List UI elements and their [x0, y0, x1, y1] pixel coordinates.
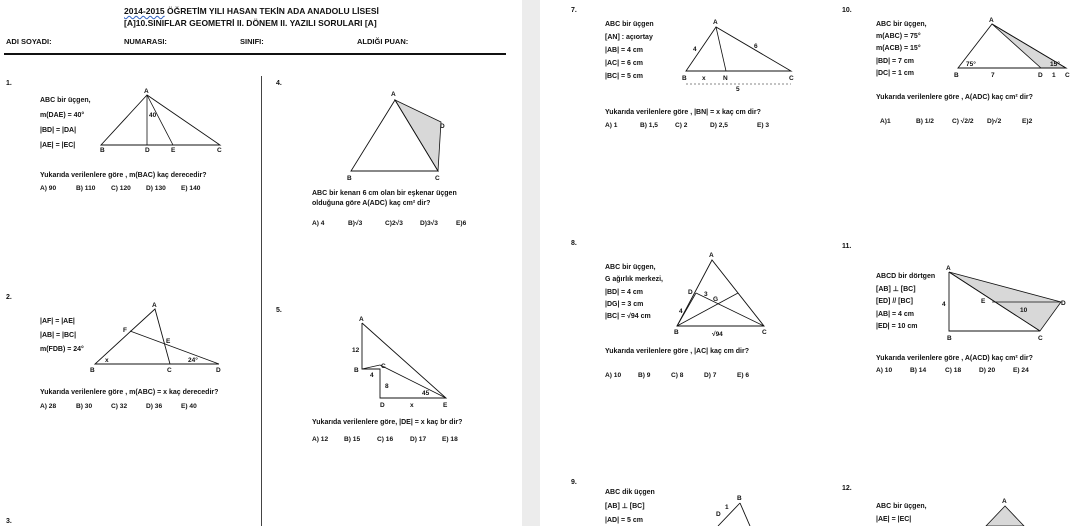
q8-given-2: G ağırlık merkezi, — [605, 276, 663, 283]
field-name: ADI SOYADI: — [6, 37, 52, 46]
q1-label-b: B — [100, 147, 105, 154]
q10-label-c: C — [1065, 72, 1070, 79]
q1-label-a: A — [144, 88, 149, 95]
q5-option-a[interactable]: A) 12 — [312, 436, 329, 443]
q9-number: 9. — [571, 479, 577, 486]
exam-page-1 — [0, 0, 522, 526]
q2-label-d: D — [216, 367, 221, 374]
q7-option-a[interactable]: A) 1 — [605, 122, 618, 129]
q10-given-1: ABC bir üçgen, — [876, 21, 927, 28]
q8-given-1: ABC bir üçgen, — [605, 264, 656, 271]
q10-option-c[interactable]: C) √2/2 — [952, 118, 974, 125]
q5-label-12: 12 — [352, 347, 360, 354]
q2-option-e[interactable]: E) 40 — [181, 403, 197, 410]
q2-given-2: |AB| = |BC| — [40, 332, 77, 339]
q10-label-d: D — [1038, 72, 1043, 79]
q11-number: 11. — [842, 243, 852, 250]
q7-label-c: C — [789, 75, 794, 82]
q7-option-c[interactable]: C) 2 — [675, 122, 688, 129]
q10-given-4: |BD| = 7 cm — [876, 58, 914, 65]
q5-label-8: 8 — [385, 383, 389, 390]
q9-label-1: 1 — [725, 504, 729, 511]
q7-option-d[interactable]: D) 2,5 — [710, 122, 728, 129]
q10-label-75: 75° — [966, 61, 976, 68]
q2-label-e: E — [166, 338, 171, 345]
q8-given-4: |DG| = 3 cm — [605, 301, 644, 308]
q7-given-1: ABC bir üçgen — [605, 21, 654, 28]
q4-label-b: B — [347, 175, 352, 182]
q10-given-3: m(ACB) = 15° — [876, 45, 921, 52]
q11-label-a: A — [946, 265, 951, 272]
q5-label-c: C — [381, 363, 386, 370]
q11-given-5: |ED| = 10 cm — [876, 323, 918, 330]
q2-given-1: |AF| = |AE| — [40, 318, 75, 325]
q2-label-x: x — [105, 357, 109, 364]
q7-number: 7. — [571, 7, 577, 14]
q4-number: 4. — [276, 80, 282, 87]
q4-label-a: A — [391, 91, 396, 98]
q8-label-b: B — [674, 329, 679, 336]
q3-number: 3. — [6, 518, 12, 525]
q10-label-1: 1 — [1052, 72, 1056, 79]
q5-figure — [0, 0, 522, 526]
q1-option-a[interactable]: A) 90 — [40, 185, 57, 192]
q2-option-b[interactable]: B) 30 — [76, 403, 93, 410]
q2-option-a[interactable]: A) 28 — [40, 403, 57, 410]
q7-label-b: B — [682, 75, 687, 82]
q5-option-c[interactable]: C) 16 — [377, 436, 394, 443]
q11-label-b: B — [947, 335, 952, 342]
header-year: 2014-2015 — [124, 6, 165, 16]
q8-label-sqrt94: √94 — [712, 331, 723, 338]
q4-question-1: ABC bir kenarı 6 cm olan bir eşkenar üçgen — [312, 190, 457, 197]
q2-label-c: C — [167, 367, 172, 374]
q1-label-c: C — [217, 147, 222, 154]
q7-given-3: |AB| = 4 cm — [605, 47, 643, 54]
q7-given-2: [AN] : açıortay — [605, 34, 653, 41]
q12-given-1: ABC bir üçgen, — [876, 503, 927, 510]
q1-given-1: ABC bir üçgen, — [40, 97, 91, 104]
q1-option-d[interactable]: D) 130 — [146, 185, 166, 192]
q1-option-c[interactable]: C) 120 — [111, 185, 131, 192]
q8-label-d: D — [688, 289, 693, 296]
q11-option-c[interactable]: C) 18 — [945, 367, 962, 374]
q12-label-a: A — [1002, 498, 1007, 505]
q8-number: 8. — [571, 240, 577, 247]
q8-label-3: 3 — [704, 291, 708, 298]
header-line-2: [A]10.SINIFLAR GEOMETRİ II. DÖNEM II. YAZILI SORULARI [A] — [124, 18, 377, 28]
q2-question: Yukarıda verilenlere göre , m(ABC) = x kaç derecedir? — [40, 389, 219, 396]
q10-option-e[interactable]: E)2 — [1022, 118, 1033, 125]
q11-option-b[interactable]: B) 14 — [910, 367, 927, 374]
q9-label-d: D — [716, 511, 721, 518]
q11-given-1: ABCD bir dörtgen — [876, 273, 936, 280]
q10-question: Yukarıda verilenlere göre , A(ADC) kaç cm² dir? — [876, 94, 1033, 101]
q7-label-a: A — [713, 19, 718, 26]
q2-number: 2. — [6, 294, 12, 301]
q8-option-a[interactable]: A) 10 — [605, 372, 622, 379]
q12-given-2: |AE| = |EC| — [876, 516, 912, 523]
q5-label-a: A — [359, 316, 364, 323]
q10-number: 10. — [842, 7, 852, 14]
q10-given-2: m(ABC) = 75° — [876, 33, 921, 40]
q4-option-b[interactable]: B)√3 — [348, 220, 363, 227]
q11-option-a[interactable]: A) 10 — [876, 367, 893, 374]
q4-option-c[interactable]: C)2√3 — [385, 220, 403, 227]
exam-page-2 — [540, 0, 1074, 526]
q8-label-c: C — [762, 329, 767, 336]
q12-figure — [540, 0, 1074, 526]
q5-option-e[interactable]: E) 18 — [442, 436, 458, 443]
q2-label-b: B — [90, 367, 95, 374]
q1-given-4: |AE| = |EC| — [40, 142, 76, 149]
q11-label-4: 4 — [942, 301, 946, 308]
q1-given-3: |BD| = |DA| — [40, 127, 77, 134]
q10-label-a: A — [989, 17, 994, 24]
q8-label-4: 4 — [679, 308, 683, 315]
q9-given-1: ABC dik üçgen — [605, 489, 655, 496]
q7-given-5: |BC| = 5 cm — [605, 73, 643, 80]
field-number: NUMARASI: — [124, 37, 167, 46]
q7-label-4: 4 — [693, 46, 697, 53]
q11-label-10: 10 — [1020, 307, 1028, 314]
q2-option-d[interactable]: D) 36 — [146, 403, 163, 410]
header-school: ÖĞRETİM YILI HASAN TEKİN ADA ANADOLU LİSESİ — [164, 6, 379, 16]
q4-label-d: D — [440, 123, 445, 130]
q7-option-b[interactable]: B) 1,5 — [640, 122, 658, 129]
q1-label-e: E — [171, 147, 176, 154]
q10-option-b[interactable]: B) 1/2 — [916, 118, 934, 125]
q10-option-d[interactable]: D)√2 — [987, 118, 1002, 125]
field-score: ALDIĞI PUAN: — [357, 37, 409, 46]
q8-option-e[interactable]: E) 6 — [737, 372, 750, 379]
q8-option-c[interactable]: C) 8 — [671, 372, 684, 379]
q7-label-x: x — [702, 75, 706, 82]
q2-label-f: F — [123, 327, 127, 334]
q5-label-b: B — [354, 367, 359, 374]
q1-label-d: D — [145, 147, 150, 154]
q4-label-c: C — [435, 175, 440, 182]
q7-option-e[interactable]: E) 3 — [757, 122, 770, 129]
field-class: SINIFI: — [240, 37, 264, 46]
q2-label-a: A — [152, 302, 157, 309]
q11-question: Yukarıda verilenlere göre , A(ACD) kaç cm² dir? — [876, 355, 1033, 362]
q4-question-2: olduğuna göre A(ADC) kaç cm² dir? — [312, 200, 431, 207]
q9-given-2: [AB] ⊥ [BC] — [605, 503, 645, 510]
q5-label-d: D — [380, 402, 385, 409]
q5-number: 5. — [276, 307, 282, 314]
q11-given-2: [AB] ⊥ [BC] — [876, 286, 916, 293]
q5-label-45: 45 — [422, 390, 430, 397]
q10-option-a[interactable]: A)1 — [880, 118, 891, 125]
q7-label-5: 5 — [736, 86, 740, 93]
q10-label-7: 7 — [991, 72, 995, 79]
q11-label-d: D — [1061, 300, 1066, 307]
q7-question: Yukarıda verilenlere göre , |BN| = x kaç cm dir? — [605, 109, 761, 116]
q7-label-6: 6 — [754, 43, 758, 50]
q11-option-e[interactable]: E) 24 — [1013, 367, 1029, 374]
q1-number: 1. — [6, 80, 12, 87]
q5-question: Yukarıda verilenlere göre, |DE| = x kaç br dir? — [312, 419, 463, 426]
q8-option-b[interactable]: B) 9 — [638, 372, 651, 379]
q4-option-a[interactable]: A) 4 — [312, 220, 325, 227]
q1-label-angle: 40 — [149, 112, 157, 119]
q5-option-d[interactable]: D) 17 — [410, 436, 427, 443]
q2-given-3: m(FDB) = 24° — [40, 346, 84, 353]
q7-given-4: |AC| = 6 cm — [605, 60, 643, 67]
q8-label-a: A — [709, 252, 714, 259]
q12-number: 12. — [842, 485, 852, 492]
q10-label-15: 15° — [1050, 61, 1060, 68]
q11-label-c: C — [1038, 335, 1043, 342]
q4-option-d[interactable]: D)3√3 — [420, 220, 438, 227]
q1-given-2: m(DAE) = 40° — [40, 112, 85, 119]
q9-given-3: |AD| = 5 cm — [605, 517, 643, 524]
q5-label-4: 4 — [370, 372, 374, 379]
q9-label-b: B — [737, 495, 742, 502]
q8-given-5: |BC| = √94 cm — [605, 313, 651, 320]
q11-given-3: [ED] // [BC] — [876, 298, 913, 305]
q1-option-e[interactable]: E) 140 — [181, 185, 201, 192]
q7-label-n: N — [723, 75, 728, 82]
q4-option-e[interactable]: E)6 — [456, 220, 467, 227]
q5-option-b[interactable]: B) 15 — [344, 436, 361, 443]
q1-question: Yukarıda verilenlere göre , m(BAC) kaç derecedir? — [40, 172, 207, 179]
q2-option-c[interactable]: C) 32 — [111, 403, 128, 410]
q11-given-4: |AB| = 4 cm — [876, 311, 914, 318]
q8-question: Yukarıda verilenlere göre , |AC| kaç cm dir? — [605, 348, 749, 355]
q11-option-d[interactable]: D) 20 — [979, 367, 996, 374]
q8-given-3: |BD| = 4 cm — [605, 289, 643, 296]
q1-option-b[interactable]: B) 110 — [76, 185, 96, 192]
q2-label-angle: 24° — [188, 357, 198, 364]
q8-option-d[interactable]: D) 7 — [704, 372, 717, 379]
q10-given-5: |DC| = 1 cm — [876, 70, 914, 77]
q11-label-e: E — [981, 298, 986, 305]
q8-label-g: G — [713, 296, 719, 303]
q5-label-e: E — [443, 402, 448, 409]
q5-label-x: x — [410, 402, 414, 409]
q10-label-b: B — [954, 72, 959, 79]
